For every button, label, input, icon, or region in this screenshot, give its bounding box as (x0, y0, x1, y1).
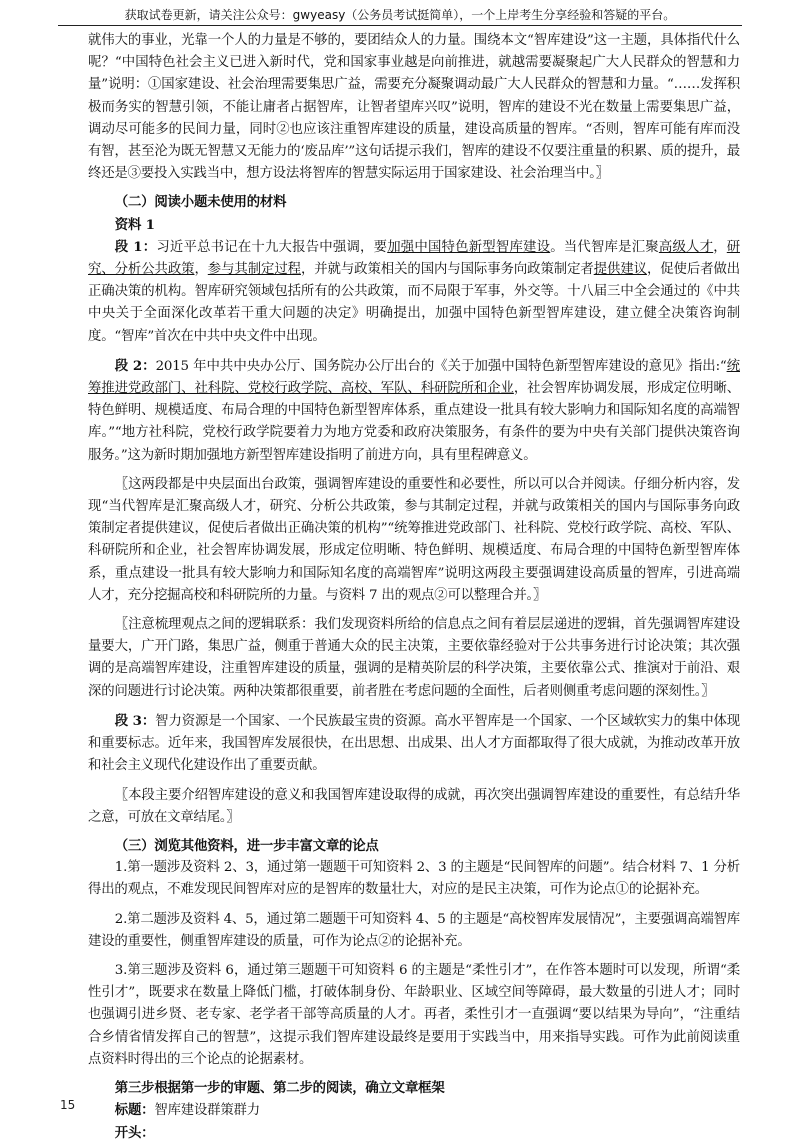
text-run: ，社会智库协调发展，形成定位明晰、特色鲜明、规模适度、布局合理的中国特色新型智库体系，重点建设一批具有较大影响力和国际知名度的高端智库。”“地方社科院，党校行政学院要着力为地方党委和政府决策服务，有条件的要为中央有关部门提供决策咨询服务。”这为新时期加强地方新型智库建设指明了前进方向，具有里程碑意义。 (88, 381, 740, 463)
underlined-phrase: 参与其制定过程 (207, 262, 301, 278)
underlined-phrase: 加强中国特色新型智库建设 (387, 239, 551, 255)
text-run: 2015 年中共中央办公厅、国务院办公厅出台的《关于加强中国特色新型智库建设的意见》指出:“ (155, 358, 727, 374)
section-heading-other-materials: （三）浏览其他资料，进一步丰富文章的论点 (114, 837, 379, 854)
title-value: 智库建设群策群力 (154, 1103, 260, 1119)
analysis-note-1: 〖这两段都是中央层面出台政策，强调智库建设的重要性和必要性，所以可以合并阅读。仔细分析内容，发现“当代智库是汇聚高级人才，研究、分析公共政策，参与其制定过程，并就与政策相关的国内与国际事务向政策制定者提供建议，促使后者做出正确决策的机构”“统筹推进党政部门、社科院、党校行政学院、高校、军队、科研院所和企业，社会智库协调发展，形成定位明晰、特色鲜明、规模适度、布局合理的中国特色新型智库体系，重点建设一批具有较大影响力和国际知名度的高端智库”说明这两段主要强调建设高质量的智库，引进高端人才，充分挖掘高校和科研院所的力量。与资料 7 出的观点②可以整理合并。〗 (88, 476, 740, 603)
text-run: ， (194, 262, 208, 278)
text-run: 。当代智库是汇聚 (550, 239, 659, 255)
intro-paragraph: 就伟大的事业，光靠一个人的力量是不够的，要团结众人的力量。围绕本文“智库建设”这一主题，具体指代什么呢？“中国特色社会主义已进入新时代，党和国家事业越是向前推进，就越需要凝聚起广大人民群众的智慧和力量”说明：①国家建设、社会治理需要集思广益，需要充分凝聚调动最广大人民群众的智慧和力量。“……发挥积极而务实的智慧引领，不能让庸者占据智库，让智者望库兴叹”说明，智库的建设不光在数量上需要集思广益，调动尽可能多的民间力量，同时②也应该注重智库建设的质量，建设高质量的智库。“否则，智库可能有库而没有智，甚至沦为既无智慧又无能力的‘废品库’”这句话提示我们，智库的建设不仅要注重量的积累、质的提升，最终还是③要投入实践当中，想方设法将智库的智慧实际运用于国家建设、社会治理当中。〗 (88, 33, 740, 182)
analysis-note-3: 〖本段主要介绍智库建设的意义和我国智库建设取得的成就，再次突出强调智库建设的重要性，有总结升华之意，可放在文章结尾。〗 (88, 787, 740, 825)
text-run: ， (713, 239, 727, 255)
text-run: 智力资源是一个国家、一个民族最宝贵的资源。高水平智库是一个国家、一个区域软实力的集中体现和重要标志。近年来，我国智库发展很快，在出思想、出成果、出人才方面都取得了很大成就，为推动改革开放和社会主义现代化建设作出了重要贡献。 (88, 713, 740, 774)
list-item: 2.第二题涉及资料 4、5，通过第二题题干可知资料 4、5 的主题是“高校智库发展情况”，主要强调高端智库建设的重要性，侧重智库建设的质量，可作为论点②的论据补充。 (88, 911, 740, 949)
material-paragraph-1 (88, 236, 740, 348)
document-body (88, 30, 740, 1145)
header-divider (58, 25, 742, 26)
text-run: ，并就与政策相关的国内与国际事务向政策制定者 (300, 262, 594, 278)
material-label: 资料 1 (114, 216, 155, 233)
step-heading: 第三步根据第一步的审题、第二步的阅读，确立文章框架 (114, 1079, 445, 1096)
underlined-phrase: 提供建议 (593, 262, 647, 278)
material-paragraph-2 (88, 355, 740, 467)
page-header: 获取试卷更新，请关注公众号：gwyeasy（公务员考试挺简单），一个上岸考生分享经验和答疑的平台。 (124, 8, 676, 22)
text-run: ，促使后者做出正确决策的机构。智库研究领域包括所有的公共政策，而不局限于军事，外交等。十八届三中全会通过的《中共中央关于全面深化改革若干重大问题的决定》明确提出，加强中国特色新型智库建设，建立健全决策咨询制度。“智库”首次在中共中央文件中出现。 (88, 262, 740, 344)
material-paragraph-3 (88, 710, 740, 778)
paragraph-label: 段 3： (114, 712, 156, 729)
article-title-line (88, 1099, 740, 1122)
title-label: 标题： (114, 1102, 155, 1119)
opening-label: 开头： (114, 1125, 155, 1142)
underlined-phrase: 研究、分析公共政策 (88, 239, 740, 278)
paragraph-label: 段 2： (114, 357, 156, 374)
underlined-phrase: 统筹推进党政部门、社科院、党校行政学院、高校、军队、科研院所和企业 (88, 358, 740, 397)
underlined-phrase: 高级人才 (658, 239, 714, 255)
page-number: 15 (60, 1098, 76, 1112)
analysis-note-2: 〖注意梳理观点之间的逻辑联系：我们发现资料所给的信息点之间有着层层递进的逻辑，首先强调智库建设量要大，广开门路，集思广益，侧重于普通大众的民主决策，主要依靠经验对于公共事务进行讨论决策；其次强调的是高端智库建设，注重智库建设的质量，强调的是精英阶层的科学决策，主要依靠公式、推演对于前沿、艰深的问题进行讨论决策。两种决策都很重要，前者胜在考虑问题的全面性，后者则侧重考虑问题的深刻性。〗 (88, 617, 740, 699)
text-run: 习近平总书记在十九大报告中强调，要 (156, 239, 388, 255)
section-heading-unused-materials: （二）阅读小题未使用的材料 (114, 194, 287, 211)
list-item: 1.第一题涉及资料 2、3，通过第一题题干可知资料 2、3 的主题是“民间智库的问题”。结合材料 7、1 分析得出的观点，不难发现民间智库对应的是智库的数量壮大，对应的是民主决策，可作为论点①的论据补充。 (88, 860, 740, 898)
list-item: 3.第三题涉及资料 6，通过第三题题干可知资料 6 的主题是“柔性引才”，在作答本题时可以发现，所谓“柔性引才”，既要求在数量上降低门槛，打破体制身份、年龄职业、区域空间等障碍，最大数量的引进人才；同时也强调引进乡贤、老专家、老学者干部等高质量的人才。再者，柔性引才一直强调“要以结果为导向”，“注重结合乡情省情发挥自己的智慧”，这提示我们智库建设最终是要用于实践当中，用来指导实践。可作为此前阅读重点资料时得出的三个论点的论据素材。 (88, 962, 740, 1067)
paragraph-label: 段 1： (114, 238, 157, 255)
